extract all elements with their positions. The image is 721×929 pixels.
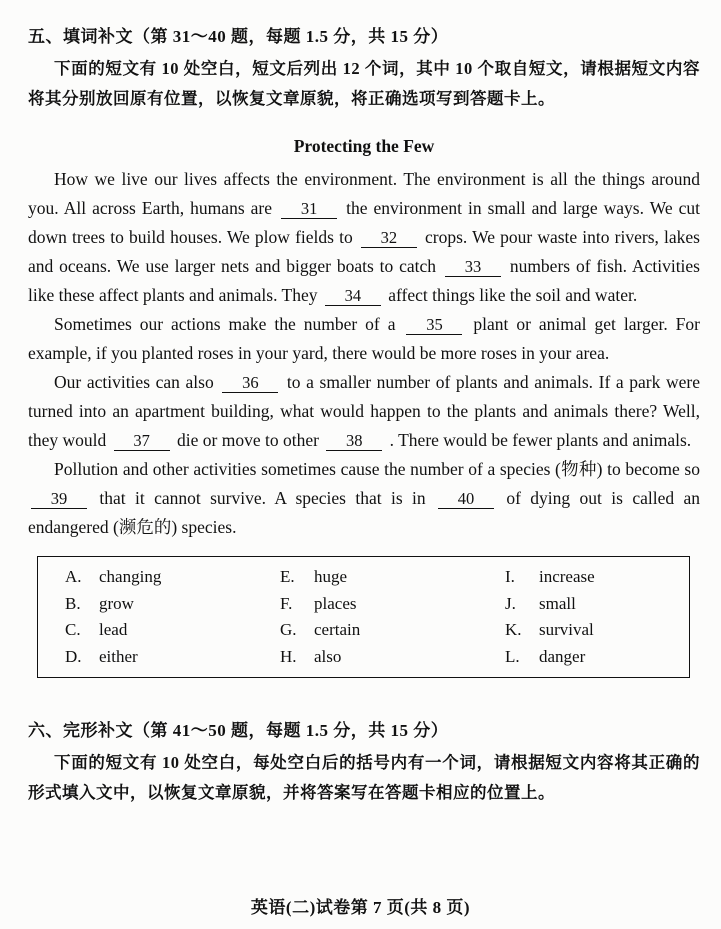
word-bank-item xyxy=(65,564,280,591)
section6 xyxy=(28,718,700,808)
word-bank-item xyxy=(280,564,505,591)
blank-38: 38 xyxy=(326,432,382,451)
section5-instructions: 下面的短文有 10 处空白，短文后列出 12 个词，其中 10 个取自短文，请根据短文内容将其分别放回原有位置，以恢复文章原貌，将正确选项写到答题卡上。 xyxy=(28,59,700,108)
word-bank-item xyxy=(280,617,505,644)
word-bank-word: huge xyxy=(314,567,348,586)
blank-31: 31 xyxy=(281,200,337,219)
word-bank-word: also xyxy=(314,646,342,666)
word-bank-item xyxy=(280,644,505,671)
word-bank-letter: L. xyxy=(505,646,520,666)
word-bank-letter: B. xyxy=(65,593,81,613)
word-bank-letter: F. xyxy=(280,593,293,613)
blank-35: 35 xyxy=(406,316,462,335)
word-bank-column xyxy=(505,564,689,670)
blank-36: 36 xyxy=(222,374,278,393)
word-bank-word: either xyxy=(99,646,138,666)
word-bank-letter: G. xyxy=(280,620,297,639)
word-bank-word: danger xyxy=(539,646,586,666)
word-bank-item xyxy=(505,591,689,618)
word-bank-word: lead xyxy=(99,620,128,639)
section6-heading: 六、完形补文（第 41～50 题，每题 1.5 分，共 15 分） xyxy=(28,721,449,740)
passage-paragraph: Sometimes our actions make the number of a 35 plant or animal get larger. For example, if you planted roses in your yard, there would be more roses in your area. xyxy=(28,314,700,363)
passage-paragraphs xyxy=(28,165,700,542)
blank-32: 32 xyxy=(361,229,417,248)
word-bank-word: grow xyxy=(99,593,134,613)
word-bank-word: changing xyxy=(99,567,162,586)
word-bank-word: increase xyxy=(539,567,595,586)
blank-37: 37 xyxy=(114,432,170,451)
word-bank-letter: I. xyxy=(505,567,515,586)
word-bank-column xyxy=(65,564,280,670)
word-bank-item xyxy=(280,591,505,618)
word-bank-letter: C. xyxy=(65,620,81,639)
word-bank-word: small xyxy=(539,593,576,613)
blank-34: 34 xyxy=(325,287,381,306)
passage-paragraph: Pollution and other activities sometimes cause the number of a species (物种) to become so 39 that it cannot survive. A species that is in 40 of dying out is called an endangered (濒危的) species. xyxy=(28,459,700,537)
word-bank-word: certain xyxy=(314,620,361,639)
word-bank-letter: K. xyxy=(505,620,522,639)
word-bank-item xyxy=(65,644,280,671)
blank-39: 39 xyxy=(31,490,87,509)
passage-paragraph: Our activities can also 36 to a smaller number of plants and animals. If a park were turned into an apartment building, what would happen to the plants and animals there? Well, they would 37 die or move to other 38 . There would be fewer plants and animals. xyxy=(28,372,700,450)
blank-40: 40 xyxy=(438,490,494,509)
word-bank-item xyxy=(505,644,689,671)
section6-instructions: 下面的短文有 10 处空白，每处空白后的括号内有一个词，请根据短文内容将其正确的形式填入文中，以恢复文章原貌，并将答案写在答题卡相应的位置上。 xyxy=(28,753,700,802)
word-bank-item xyxy=(505,617,689,644)
page-footer: 英语(二)试卷第 7 页(共 8 页) xyxy=(250,898,471,917)
word-bank-letter: J. xyxy=(505,593,516,613)
word-bank-letter: D. xyxy=(65,646,82,666)
section5-heading: 五、填词补文（第 31～40 题，每题 1.5 分，共 15 分） xyxy=(28,27,449,46)
passage-title: Protecting the Few xyxy=(293,136,435,156)
word-bank-letter: E. xyxy=(280,567,295,586)
word-bank-word: places xyxy=(314,593,357,613)
word-bank-letter: H. xyxy=(280,646,297,666)
word-bank-letter: A. xyxy=(65,567,82,586)
word-bank-item xyxy=(65,617,280,644)
word-bank-item xyxy=(65,591,280,618)
word-bank xyxy=(37,556,690,678)
word-bank-word: survival xyxy=(539,620,594,639)
passage-paragraph: How we live our lives affects the environment. The environment is all the things around you. All across Earth, humans are 31 the environment in small and large ways. We cut down trees to build houses. We plow fields to 32 crops. We pour waste into rivers, lakes and oceans. We use larger nets and bigger boats to catch 33 numbers of fish. Activities like these affect plants and animals. They 34 affect things like the soil and water. xyxy=(28,169,701,305)
word-bank-item xyxy=(505,564,689,591)
blank-33: 33 xyxy=(445,258,501,277)
word-bank-column xyxy=(280,564,505,670)
